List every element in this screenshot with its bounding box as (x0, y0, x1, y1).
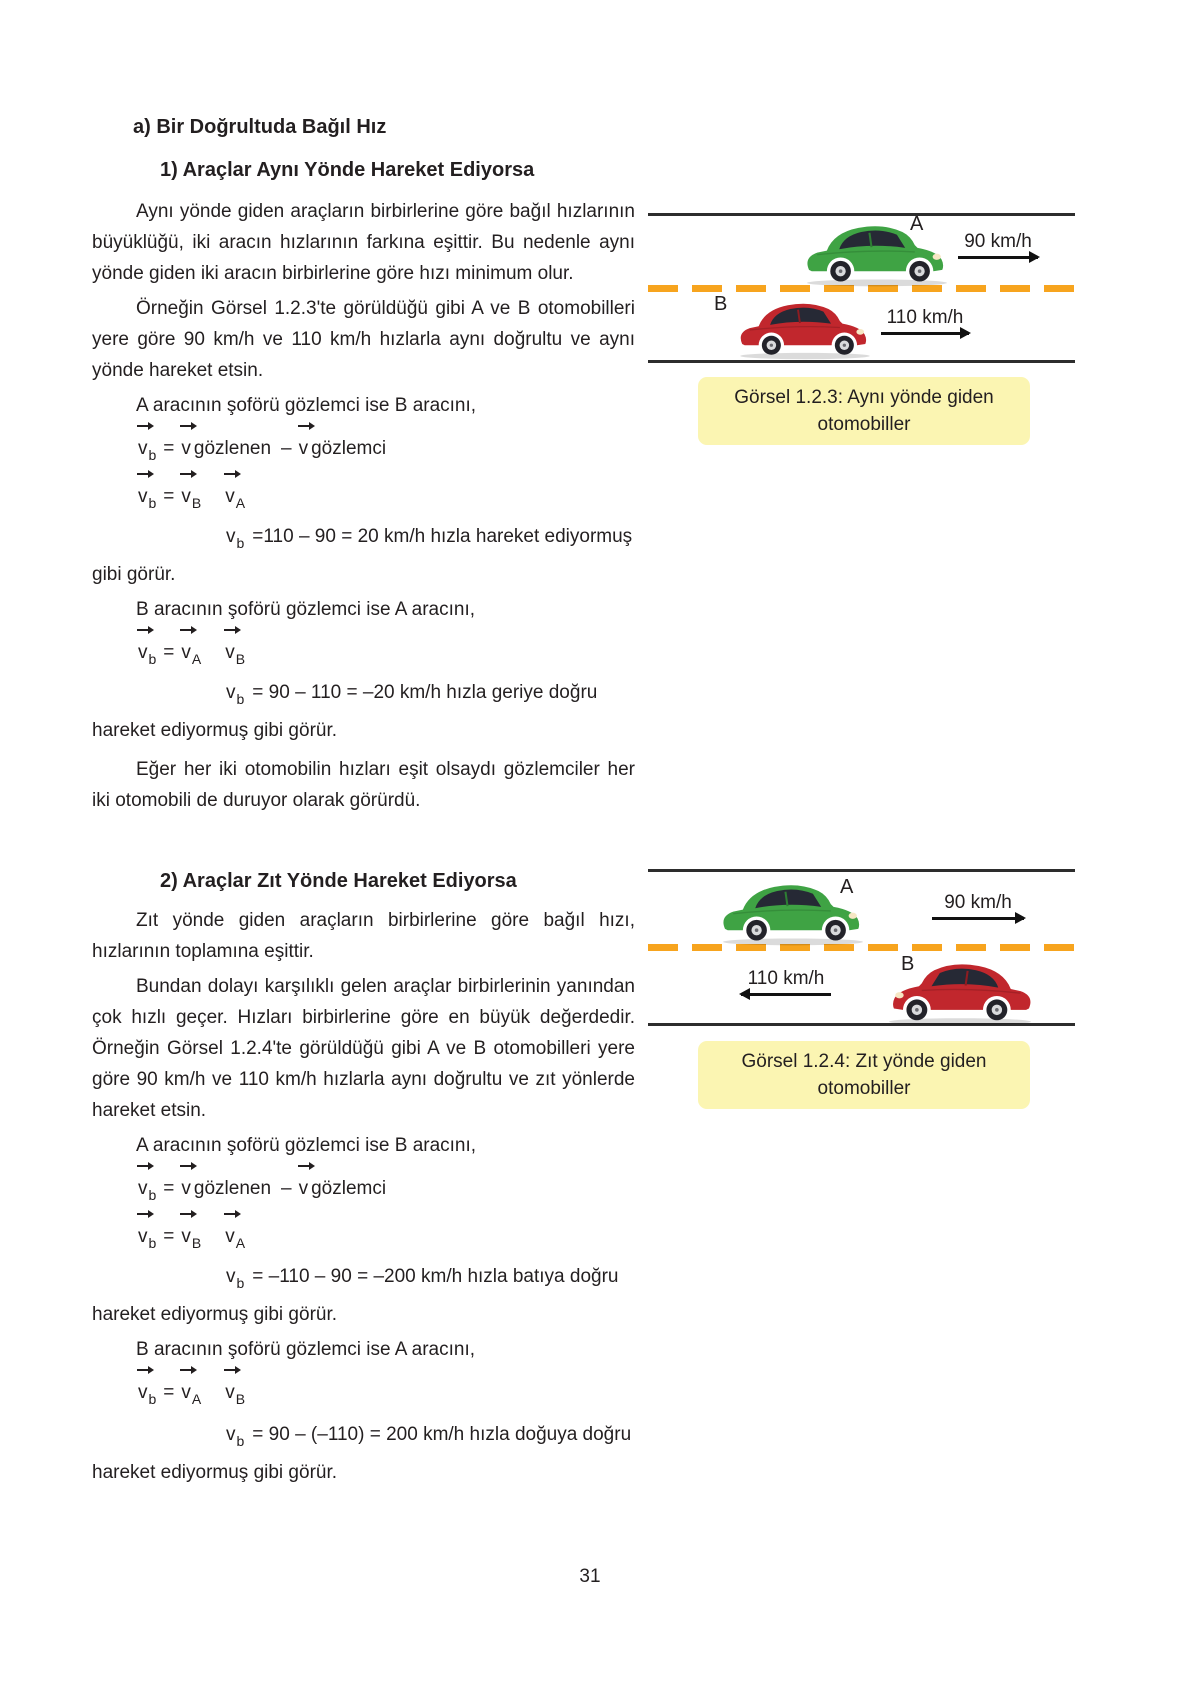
car-b-red (880, 957, 1040, 1027)
paragraph: Zıt yönde giden araçların birbirlerine göre bağıl hızı, hızlarının toplamına eşittir. (92, 910, 635, 962)
heading-sub-1: 1) Araçlar Aynı Yönde Hareket Ediyorsa (160, 159, 535, 181)
figure-gorsel-1-2-3 (648, 205, 1075, 460)
speed-b-value: 110 km/h (747, 968, 825, 989)
paragraph: Bundan dolayı karşılıklı gelen araçlar birbirlerinin yanından çok hızlı geçer. Hızları birbirlerine göre en büyük değerdedir. Örneğin Görsel 1.2.4'te görüldüğü gibi A ve B otomobilleri yere göre 90 km/h ve 110 km/h hızlarla aynı doğrultu ve zıt yönlerde hareket etsin. (92, 976, 635, 1121)
equation-definition: $v_b = v$ gözlenen – v gözlemci (136, 1163, 635, 1209)
heading-main: a) Bir Doğrultuda Bağıl Hız (133, 116, 387, 138)
car-b-red (732, 297, 878, 360)
road-edge-top (648, 213, 1075, 216)
paragraph: Eğer her iki otomobilin hızları eşit olsaydı gözlemciler her iki otomobili de duruyor olarak görürdü. (92, 759, 635, 811)
observer-line-a: A aracının şoförü gözlemci ise B aracını, (136, 1135, 477, 1156)
result-line: $v_b =110 - 90 = 20$ km/h hızla hareket ediyormuş gibi görür. (92, 526, 633, 585)
heading-sub-2: 2) Araçlar Zıt Yönde Hareket Ediyorsa (160, 870, 517, 892)
figure-caption: Görsel 1.2.3: Aynı yönde giden otomobiller (698, 377, 1030, 445)
page-number: 31 (579, 1566, 601, 1587)
arrow-right-icon (881, 332, 969, 335)
arrow-right-icon (932, 917, 1024, 920)
observer-line-b: B aracının şoförü gözlemci ise A aracını, (136, 599, 476, 620)
car-a-green (798, 219, 956, 288)
road-edge-top (648, 869, 1075, 872)
paragraph: Örneğin Görsel 1.2.3'te görüldüğü gibi A ve B otomobilleri yere göre 90 km/h ve 110 km/h hızlarla aynı doğrultu ve aynı yönde hareket etsin. (92, 298, 635, 381)
equation-definition: $v_b = v$ gözlenen – v gözlemci (136, 423, 635, 469)
observer-line-a: A aracının şoförü gözlemci ise B aracını, (136, 395, 477, 416)
speed-b (741, 968, 831, 996)
equation-vb-vB-vA: $v_b = v_B$ $v_A$ (136, 1211, 635, 1257)
arrow-left-icon (741, 993, 831, 996)
car-a-label: A (910, 213, 924, 235)
speed-b-value: 110 km/h (886, 307, 964, 328)
car-a-label: A (840, 876, 854, 898)
observer-line-b: B aracının şoförü gözlemci ise A aracını, (136, 1339, 476, 1360)
equation-vb-vA-vB: $v_b = v_A$ $v_B$ (136, 1367, 635, 1413)
car-b-label: B (714, 293, 728, 315)
speed-a (932, 892, 1024, 920)
figure-caption: Görsel 1.2.4: Zıt yönde giden otomobiller (698, 1041, 1030, 1109)
speed-b (881, 307, 969, 335)
arrow-right-icon (958, 256, 1038, 259)
paragraph: Aynı yönde giden araçların birbirlerine göre bağıl hızlarının büyüklüğü, iki aracın hızlarının farkına eşittir. Bu nedenle aynı yönde giden iki aracın birbirlerine göre hızı minimum olur. (92, 201, 635, 284)
result-line: $v_b = 90 - 110 = -20$ km/h hızla geriye doğru hareket ediyormuş gibi görür. (92, 682, 598, 741)
result-line: $v_b = -110 - 90 = -200$ km/h hızla batıya doğru hareket ediyormuş gibi görür. (92, 1266, 619, 1325)
speed-a-value: 90 km/h (944, 892, 1012, 913)
figure-gorsel-1-2-4 (648, 860, 1075, 1115)
speed-a-value: 90 km/h (964, 231, 1032, 252)
text-column (92, 112, 635, 1488)
speed-a (958, 231, 1038, 259)
result-line: $v_b = 90 - (-110) = 200$ km/h hızla doğuya doğru hareket ediyormuş gibi görür. (92, 1424, 632, 1483)
car-b-label: B (901, 953, 915, 975)
equation-vb-vA-vB: $v_b = v_A$ $v_B$ (136, 627, 635, 673)
equation-vb-vB-vA: $v_b = v_B$ $v_A$ (136, 471, 635, 517)
